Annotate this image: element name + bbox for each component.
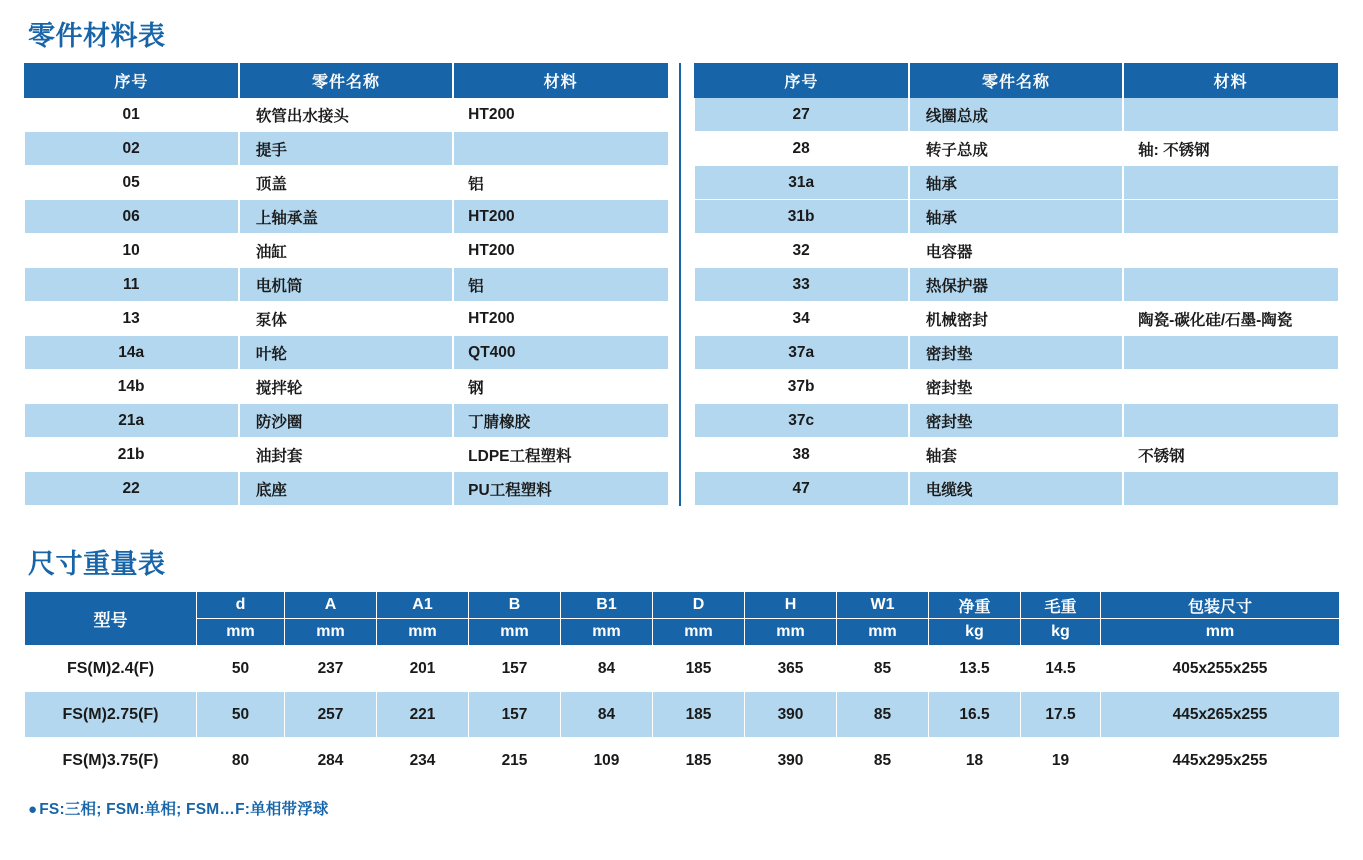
- cell-gross-weight: 19: [1021, 738, 1101, 784]
- cell-material: [1123, 370, 1337, 404]
- cell-part-name: 提手: [239, 132, 453, 166]
- cell-material: [1123, 234, 1337, 268]
- cell-b: 215: [469, 738, 561, 784]
- cell-material: PU工程塑料: [453, 472, 667, 506]
- parts-table-left-wrapper: [24, 63, 668, 506]
- cell-material: HT200: [453, 200, 667, 234]
- cell-part-name: 油封套: [239, 438, 453, 472]
- dimension-table-container: [24, 591, 1339, 784]
- cell-part-name: 线圈总成: [909, 98, 1123, 132]
- cell-no: 27: [695, 98, 909, 132]
- cell-part-name: 机械密封: [909, 302, 1123, 336]
- table-row: [695, 200, 1338, 234]
- parts-tables-container: [24, 63, 1339, 506]
- column-header-part-name: 零件名称: [909, 64, 1123, 98]
- unit-header-d-big: mm: [653, 619, 745, 646]
- table-row: [695, 234, 1338, 268]
- cell-part-name: 油缸: [239, 234, 453, 268]
- cell-part-name: 电缆线: [909, 472, 1123, 506]
- cell-h: 390: [745, 738, 837, 784]
- cell-material: [1123, 268, 1337, 302]
- parts-table-left: [24, 63, 668, 506]
- cell-material: QT400: [453, 336, 667, 370]
- table-row: [25, 692, 1340, 738]
- table-row: [695, 166, 1338, 200]
- cell-no: 32: [695, 234, 909, 268]
- unit-header-a: mm: [285, 619, 377, 646]
- cell-package-size: 445x265x255: [1101, 692, 1340, 738]
- cell-a1: 201: [377, 646, 469, 692]
- cell-no: 13: [25, 302, 239, 336]
- cell-d-big: 185: [653, 646, 745, 692]
- table-row: [25, 472, 668, 506]
- table-header-row: [25, 64, 668, 98]
- cell-model: FS(M)3.75(F): [25, 738, 197, 784]
- column-header-w1: W1: [837, 592, 929, 619]
- unit-header-h: mm: [745, 619, 837, 646]
- cell-material: 钢: [453, 370, 667, 404]
- cell-no: 21a: [25, 404, 239, 438]
- cell-material: 铝: [453, 166, 667, 200]
- unit-header-b1: mm: [561, 619, 653, 646]
- cell-no: 10: [25, 234, 239, 268]
- column-header-b1: B1: [561, 592, 653, 619]
- cell-part-name: 泵体: [239, 302, 453, 336]
- cell-part-name: 转子总成: [909, 132, 1123, 166]
- cell-material: LDPE工程塑料: [453, 438, 667, 472]
- unit-header-gross-weight: kg: [1021, 619, 1101, 646]
- footnote: [28, 797, 1339, 819]
- cell-part-name: 轴套: [909, 438, 1123, 472]
- cell-net-weight: 13.5: [929, 646, 1021, 692]
- cell-part-name: 底座: [239, 472, 453, 506]
- column-header-net-weight: 净重: [929, 592, 1021, 619]
- table-row: [25, 336, 668, 370]
- cell-no: 31a: [695, 166, 909, 200]
- cell-no: 37b: [695, 370, 909, 404]
- cell-gross-weight: 14.5: [1021, 646, 1101, 692]
- cell-a: 284: [285, 738, 377, 784]
- cell-material: [1123, 404, 1337, 438]
- cell-a1: 234: [377, 738, 469, 784]
- cell-no: 47: [695, 472, 909, 506]
- cell-part-name: 轴承: [909, 166, 1123, 200]
- cell-package-size: 405x255x255: [1101, 646, 1340, 692]
- table-row: [25, 438, 668, 472]
- table-row: [25, 370, 668, 404]
- table-row: [695, 268, 1338, 302]
- table-row: [25, 98, 668, 132]
- column-header-b: B: [469, 592, 561, 619]
- cell-gross-weight: 17.5: [1021, 692, 1101, 738]
- column-header-gross-weight: 毛重: [1021, 592, 1101, 619]
- table-row: [695, 370, 1338, 404]
- cell-no: 28: [695, 132, 909, 166]
- cell-no: 34: [695, 302, 909, 336]
- column-header-part-name: 零件名称: [239, 64, 453, 98]
- table-row: [25, 738, 1340, 784]
- cell-part-name: 防沙圈: [239, 404, 453, 438]
- cell-material: 轴: 不锈钢: [1123, 132, 1337, 166]
- cell-b1: 84: [561, 692, 653, 738]
- cell-part-name: 密封垫: [909, 370, 1123, 404]
- cell-part-name: 顶盖: [239, 166, 453, 200]
- dimension-table: [24, 591, 1340, 784]
- cell-part-name: 密封垫: [909, 404, 1123, 438]
- cell-no: 14b: [25, 370, 239, 404]
- cell-no: 11: [25, 268, 239, 302]
- table-row: [25, 234, 668, 268]
- cell-part-name: 软管出水接头: [239, 98, 453, 132]
- table-row: [695, 336, 1338, 370]
- table-row: [25, 268, 668, 302]
- cell-d: 50: [197, 646, 285, 692]
- table-row: [695, 132, 1338, 166]
- cell-material: HT200: [453, 98, 667, 132]
- table-header-row: [695, 64, 1338, 98]
- cell-h: 390: [745, 692, 837, 738]
- cell-no: 02: [25, 132, 239, 166]
- cell-material: 铝: [453, 268, 667, 302]
- cell-w1: 85: [837, 738, 929, 784]
- column-header-model: 型号: [25, 592, 197, 646]
- cell-no: 14a: [25, 336, 239, 370]
- cell-material: [1123, 98, 1337, 132]
- table-row: [695, 472, 1338, 506]
- cell-model: FS(M)2.4(F): [25, 646, 197, 692]
- cell-part-name: 电容器: [909, 234, 1123, 268]
- cell-material: [453, 132, 667, 166]
- cell-part-name: 热保护器: [909, 268, 1123, 302]
- table-row: [25, 200, 668, 234]
- cell-no: 37a: [695, 336, 909, 370]
- table-header-row-labels: [25, 592, 1340, 619]
- cell-b: 157: [469, 692, 561, 738]
- column-header-no: 序号: [695, 64, 909, 98]
- cell-no: 33: [695, 268, 909, 302]
- page-title-dimensions: 尺寸重量表: [28, 549, 166, 579]
- column-header-material: 材料: [453, 64, 667, 98]
- unit-header-net-weight: kg: [929, 619, 1021, 646]
- cell-material: [1123, 200, 1337, 234]
- cell-part-name: 电机筒: [239, 268, 453, 302]
- column-header-a: A: [285, 592, 377, 619]
- cell-b: 157: [469, 646, 561, 692]
- unit-header-b: mm: [469, 619, 561, 646]
- cell-no: 38: [695, 438, 909, 472]
- column-header-package-size: 包装尺寸: [1101, 592, 1340, 619]
- table-row: [695, 302, 1338, 336]
- table-row: [25, 302, 668, 336]
- cell-d: 80: [197, 738, 285, 784]
- cell-no: 01: [25, 98, 239, 132]
- cell-package-size: 445x295x255: [1101, 738, 1340, 784]
- cell-net-weight: 18: [929, 738, 1021, 784]
- cell-no: 37c: [695, 404, 909, 438]
- cell-d: 50: [197, 692, 285, 738]
- cell-no: 22: [25, 472, 239, 506]
- unit-header-w1: mm: [837, 619, 929, 646]
- cell-b1: 84: [561, 646, 653, 692]
- cell-no: 21b: [25, 438, 239, 472]
- table-row: [695, 98, 1338, 132]
- column-header-no: 序号: [25, 64, 239, 98]
- cell-a: 237: [285, 646, 377, 692]
- cell-material: 不锈钢: [1123, 438, 1337, 472]
- column-header-material: 材料: [1123, 64, 1337, 98]
- table-header-row-units: [25, 619, 1340, 646]
- cell-part-name: 轴承: [909, 200, 1123, 234]
- parts-table-right: [694, 63, 1338, 506]
- unit-header-a1: mm: [377, 619, 469, 646]
- column-header-d-big: D: [653, 592, 745, 619]
- cell-no: 06: [25, 200, 239, 234]
- cell-part-name: 搅拌轮: [239, 370, 453, 404]
- table-row: [25, 404, 668, 438]
- cell-net-weight: 16.5: [929, 692, 1021, 738]
- cell-material: HT200: [453, 302, 667, 336]
- unit-header-package-size: mm: [1101, 619, 1340, 646]
- cell-part-name: 上轴承盖: [239, 200, 453, 234]
- page-title-parts: 零件材料表: [28, 21, 166, 51]
- cell-a: 257: [285, 692, 377, 738]
- table-row: [695, 438, 1338, 472]
- cell-no: 05: [25, 166, 239, 200]
- cell-material: [1123, 472, 1337, 506]
- cell-part-name: 密封垫: [909, 336, 1123, 370]
- cell-material: 丁腈橡胶: [453, 404, 667, 438]
- table-row: [25, 646, 1340, 692]
- cell-no: 31b: [695, 200, 909, 234]
- table-row: [25, 166, 668, 200]
- cell-material: [1123, 336, 1337, 370]
- table-row: [25, 132, 668, 166]
- cell-material: HT200: [453, 234, 667, 268]
- table-row: [695, 404, 1338, 438]
- cell-b1: 109: [561, 738, 653, 784]
- cell-w1: 85: [837, 646, 929, 692]
- cell-material: [1123, 166, 1337, 200]
- unit-header-d: mm: [197, 619, 285, 646]
- column-header-a1: A1: [377, 592, 469, 619]
- cell-d-big: 185: [653, 738, 745, 784]
- cell-a1: 221: [377, 692, 469, 738]
- column-header-h: H: [745, 592, 837, 619]
- cell-h: 365: [745, 646, 837, 692]
- cell-model: FS(M)2.75(F): [25, 692, 197, 738]
- cell-part-name: 叶轮: [239, 336, 453, 370]
- cell-w1: 85: [837, 692, 929, 738]
- column-header-d: d: [197, 592, 285, 619]
- bullet-icon: ●: [28, 801, 38, 818]
- cell-d-big: 185: [653, 692, 745, 738]
- cell-material: 陶瓷-碳化硅/石墨-陶瓷: [1123, 302, 1337, 336]
- parts-table-right-wrapper: [694, 63, 1338, 506]
- footnote-text: FS:三相; FSM:单相; FSM…F:单相带浮球: [39, 801, 329, 818]
